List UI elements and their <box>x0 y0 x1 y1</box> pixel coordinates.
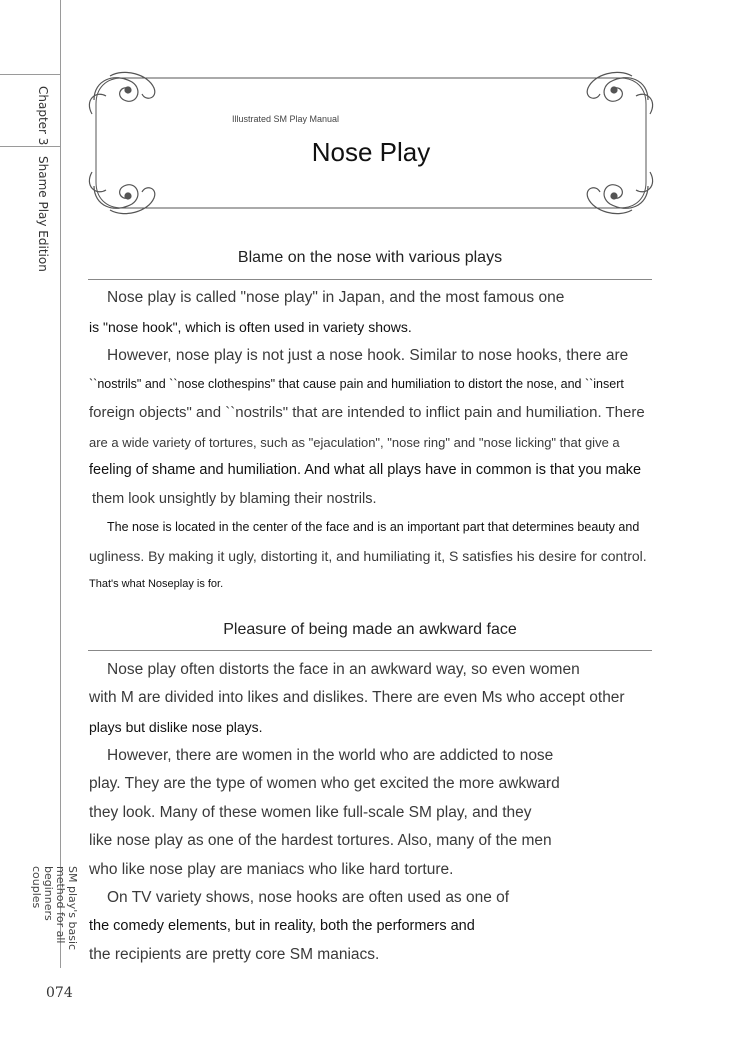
paragraph-line: Nose play often distorts the face in an awkward way, so even women <box>107 661 580 678</box>
paragraph-line: ``nostrils" and ``nose clothespins" that cause pain and humiliation to distort the nose, and ``insert <box>89 377 624 391</box>
flourish-top-right <box>587 72 652 114</box>
flourish-bottom-left <box>89 172 154 214</box>
manual-label: Illustrated SM Play Manual <box>232 114 340 124</box>
page-number: 074 <box>46 985 73 1001</box>
paragraph-line: The nose is located in the center of the face and is an important part that determines beauty and <box>107 520 640 534</box>
paragraph-line: play. They are the type of women who get excited the more awkward <box>89 775 560 792</box>
chapter-label: Chapter 3 <box>36 86 50 146</box>
paragraph-line: they look. Many of these women like full-scale SM play, and they <box>89 804 532 821</box>
page-title: Nose Play <box>311 137 431 167</box>
paragraph-line: the recipients are pretty core SM maniacs. <box>89 946 380 963</box>
paragraph-line: feeling of shame and humiliation. And what all plays have in common is that you make <box>89 462 642 478</box>
paragraph-line: On TV variety shows, nose hooks are often used as one of <box>107 889 510 906</box>
paragraph-line: with M are divided into likes and dislikes. There are even Ms who accept other <box>89 689 625 706</box>
book-title: SM play's basic method for all beginners couples <box>30 866 79 951</box>
paragraph-line: plays but dislike nose plays. <box>89 719 263 735</box>
paragraph-line: are a wide variety of tortures, such as "ejaculation", "nose ring" and "nose licking" that give a <box>89 435 620 450</box>
flourish-bottom-right <box>587 172 652 214</box>
paragraph-line: However, nose play is not just a nose hook. Similar to nose hooks, there are <box>107 347 629 364</box>
paragraph-line: them look unsightly by blaming their nostrils. <box>92 491 377 507</box>
section-rule <box>88 279 652 280</box>
sidebar-tab-divider <box>0 74 60 75</box>
paragraph-line: who like nose play are maniacs who like hard torture. <box>89 861 454 878</box>
flourish-top-left <box>89 72 154 114</box>
paragraph-line: foreign objects" and ``nostrils" that are intended to inflict pain and humiliation. There <box>89 404 645 421</box>
paragraph-line: ugliness. By making it ugly, distorting it, and humiliating it, S satisfies his desire for control. <box>89 548 647 564</box>
paragraph-line: is "nose hook", which is often used in variety shows. <box>89 319 412 335</box>
section-heading: Pleasure of being made an awkward face <box>223 621 517 638</box>
edition-label: Shame Play Edition <box>36 156 50 272</box>
paragraph-line: the comedy elements, but in reality, both the performers and <box>89 918 475 934</box>
paragraph-line: Nose play is called "nose play" in Japan, and the most famous one <box>107 289 565 306</box>
section-heading: Blame on the nose with various plays <box>237 249 503 266</box>
section-rule <box>88 650 652 651</box>
paragraph-line: However, there are women in the world who are addicted to nose <box>107 747 554 764</box>
paragraph-line: That's what Noseplay is for. <box>89 578 224 590</box>
paragraph-line: like nose play as one of the hardest tortures. Also, many of the men <box>89 832 552 849</box>
